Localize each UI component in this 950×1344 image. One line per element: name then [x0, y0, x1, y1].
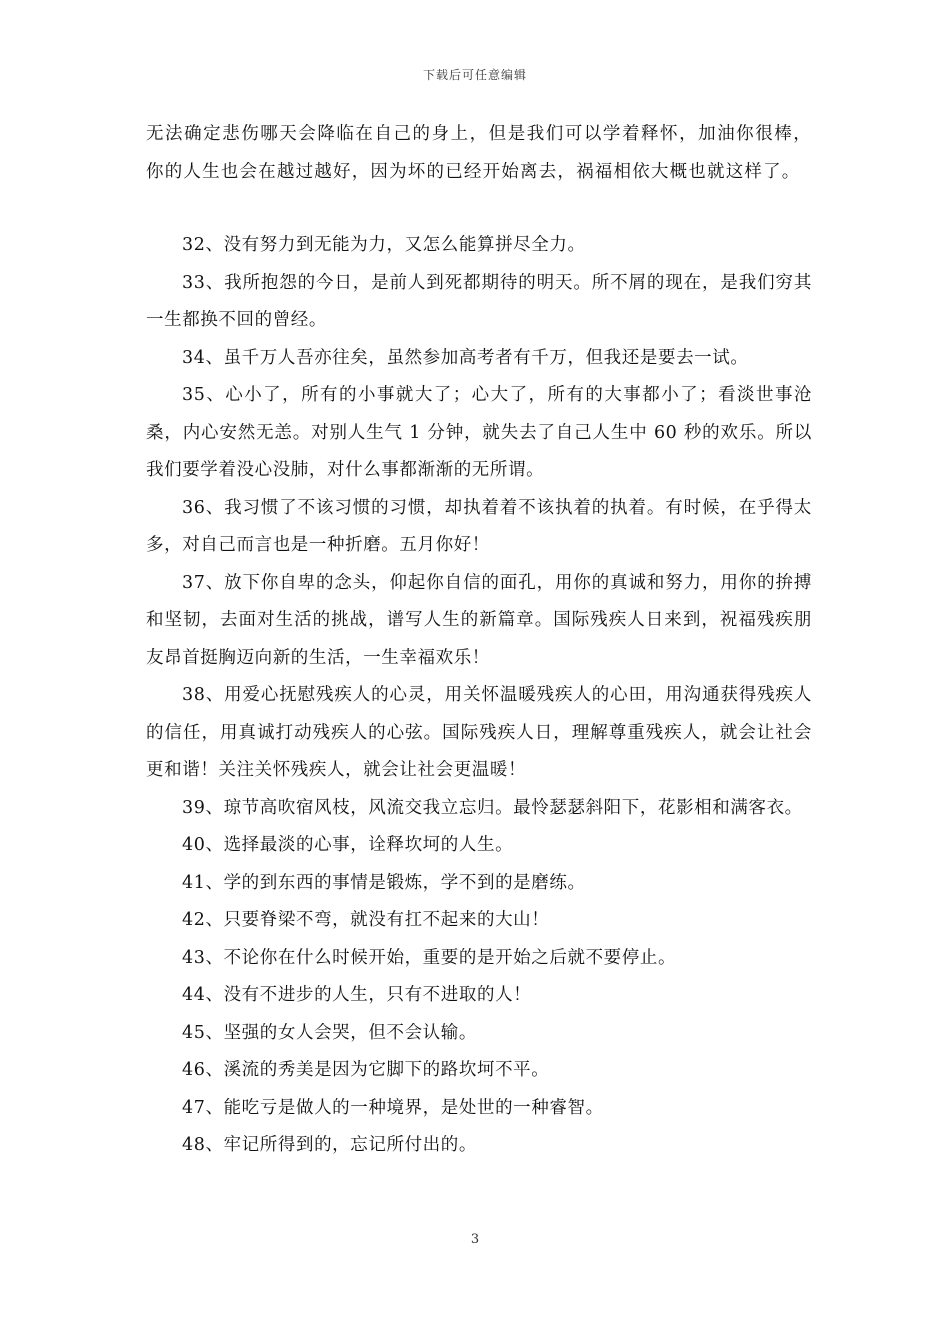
list-item-34: 34、虽千万人吾亦往矣，虽然参加高考者有千万，但我还是要去一试。: [182, 347, 749, 368]
list-item-44: 44、没有不进步的人生，只有不进取的人！: [182, 985, 532, 1005]
list-item-37: 37、放下你自卑的念头，仰起你自信的面孔，用你的真诚和努力，用你的拚搏和坚韧，去面对生活的挑战，谱写人生的新篇章。国际残疾人日来到，祝福残疾朋友昂首挺胸迈向新的生活，一生幸福欢乐！: [146, 572, 812, 668]
list-item-38: 38、用爱心抚慰残疾人的心灵，用关怀温暖残疾人的心田，用沟通获得残疾人的信任，用真诚打动残疾人的心弦。国际残疾人日，理解尊重残疾人，就会让社会更和谐！关注关怀残疾人，就会让社会更温暖！: [146, 685, 812, 780]
list-item-43: 43、不论你在什么时候开始，重要的是开始之后就不要停止。: [182, 947, 677, 968]
list-item-33: 33、我所抱怨的今日，是前人到死都期待的明天。所不屑的现在，是我们穷其一生都换不回的曾经。: [146, 272, 812, 330]
page-number: 3: [470, 1232, 480, 1247]
list-item-41: 41、学的到东西的事情是锻炼，学不到的是磨练。: [182, 872, 586, 893]
list-item-39: 39、琼节高吹宿风枝，风流交我立忘归。最怜瑟瑟斜阳下，花影相和满客衣。: [182, 797, 803, 818]
list-item-47: 47、能吃亏是做人的一种境界，是处世的一种睿智。: [182, 1097, 604, 1118]
continued-paragraph: 无法确定悲伤哪天会降临在自己的身上，但是我们可以学着释怀，加油你很棒，你的人生也会在越过越好，因为坏的已经开始离去，祸福相依大概也就这样了。: [146, 124, 812, 182]
paragraph-gap: [146, 191, 812, 227]
list-item-45: 45、坚强的女人会哭，但不会认输。: [182, 1022, 477, 1043]
document-body: [146, 116, 812, 1165]
list-item-46: 46、溪流的秀美是因为它脚下的路坎坷不平。: [182, 1060, 550, 1080]
list-item-36: 36、我习惯了不该习惯的习惯，却执着着不该执着的执着。有时候，在乎得太多，对自己而言也是一种折磨。五月你好！: [146, 497, 812, 555]
list-item-35: 35、心小了，所有的小事就大了；心大了，所有的大事都小了；看淡世事沧桑，内心安然无恙。对别人生气 1 分钟，就失去了自己人生中 60 秒的欢乐。所以我们要学着没心没肺，对什么事都渐渐的无所谓。: [146, 385, 812, 480]
page-header-note: 下载后可任意编辑: [422, 68, 527, 82]
list-item-42: 42、只要脊梁不弯，就没有扛不起来的大山！: [182, 910, 550, 930]
list-item-40: 40、选择最淡的心事，诠释坎坷的人生。: [182, 835, 514, 855]
list-item-48: 48、牢记所得到的，忘记所付出的。: [182, 1135, 477, 1155]
list-item-32: 32、没有努力到无能为力，又怎么能算拼尽全力。: [182, 235, 586, 255]
